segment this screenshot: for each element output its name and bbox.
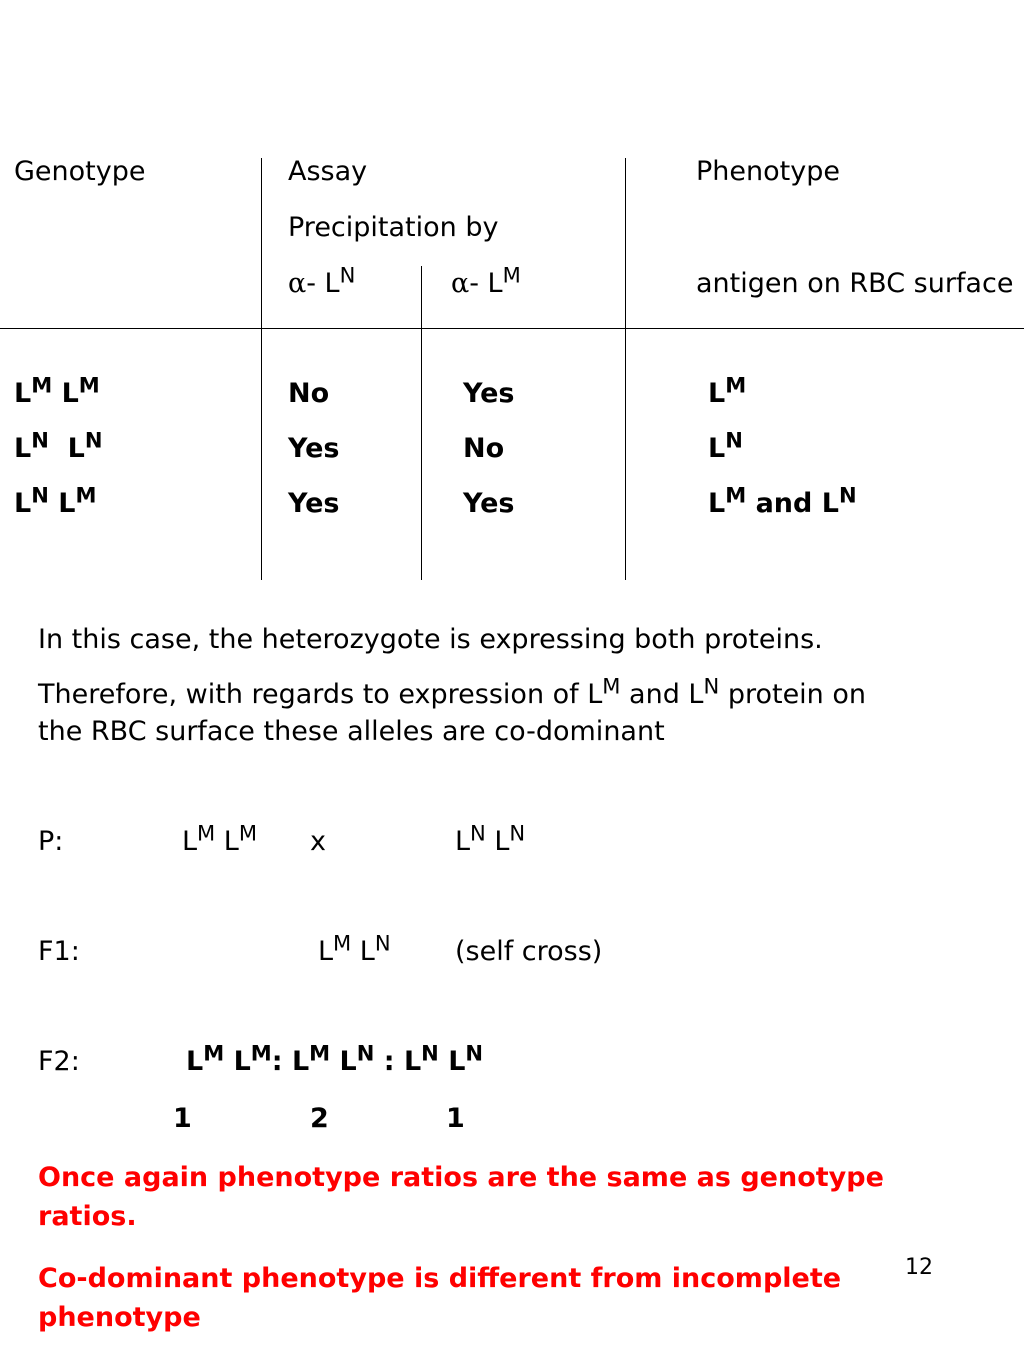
header-assay: Assay <box>288 156 368 187</box>
p-label: P: <box>38 826 64 857</box>
row1-anti-n: No <box>288 378 330 409</box>
header-anti-n: α- $L^N$ <box>288 262 356 299</box>
row3-phenotype: $L^M$ and $L^N$ <box>708 482 857 519</box>
header-genotype: Genotype <box>14 156 146 187</box>
conclusion-2: Co-dominant phenotype is different from incomplete phenotype <box>38 1263 842 1334</box>
header-precipitation: Precipitation by <box>288 212 499 243</box>
explanation-line-1: In this case, the heterozygote is expressing both proteins. <box>38 624 823 655</box>
conclusion-1: Once again phenotype ratios are the same as genotype ratios. <box>38 1162 884 1233</box>
ratio-1: 1 <box>173 1103 192 1134</box>
p-right-genotype: $L^N$ $L^N$ <box>455 820 526 857</box>
table-divider-2 <box>421 266 422 580</box>
header-anti-m: α- $L^M$ <box>451 262 521 299</box>
row3-genotype: $L^N$ $L^M$ <box>14 482 97 519</box>
row2-genotype: $L^N$ $L^N$ <box>14 427 103 464</box>
row3-anti-m: Yes <box>463 488 515 519</box>
row1-anti-m: Yes <box>463 378 515 409</box>
ratio-2: 2 <box>310 1103 329 1134</box>
ratio-3: 1 <box>446 1103 465 1134</box>
f1-note: (self cross) <box>455 936 603 967</box>
p-left-genotype: $L^M$ $L^M$ <box>182 820 258 857</box>
row2-anti-n: Yes <box>288 433 340 464</box>
p-cross-symbol: x <box>310 826 326 857</box>
f1-genotype: $L^M$ $L^N$ <box>318 930 391 967</box>
row3-anti-n: Yes <box>288 488 340 519</box>
row2-anti-m: No <box>463 433 505 464</box>
header-antigen: antigen on RBC surface <box>696 268 1014 299</box>
table-divider-3 <box>625 158 626 580</box>
row2-phenotype: $L^N$ <box>708 427 743 464</box>
row1-phenotype: $L^M$ <box>708 372 747 409</box>
f2-label: F2: <box>38 1046 80 1077</box>
alpha-symbol: α <box>288 268 307 299</box>
table-header-rule <box>0 328 1024 329</box>
header-phenotype: Phenotype <box>696 156 840 187</box>
f2-genotypes: $L^M$ $L^M$: $L^M$ $L^N$ : $L^N$ $L^N$ <box>186 1040 484 1077</box>
explanation-line-2: Therefore, with regards to expression of $L^M$ and $L^N$ protein on <box>38 673 867 710</box>
alpha-symbol: α <box>451 268 470 299</box>
explanation-line-3: the RBC surface these alleles are co-dominant <box>38 716 665 747</box>
page-number: 12 <box>905 1255 933 1280</box>
table-divider-1 <box>261 158 262 580</box>
f1-label: F1: <box>38 936 80 967</box>
row1-genotype: $L^M$ $L^M$ <box>14 372 100 409</box>
